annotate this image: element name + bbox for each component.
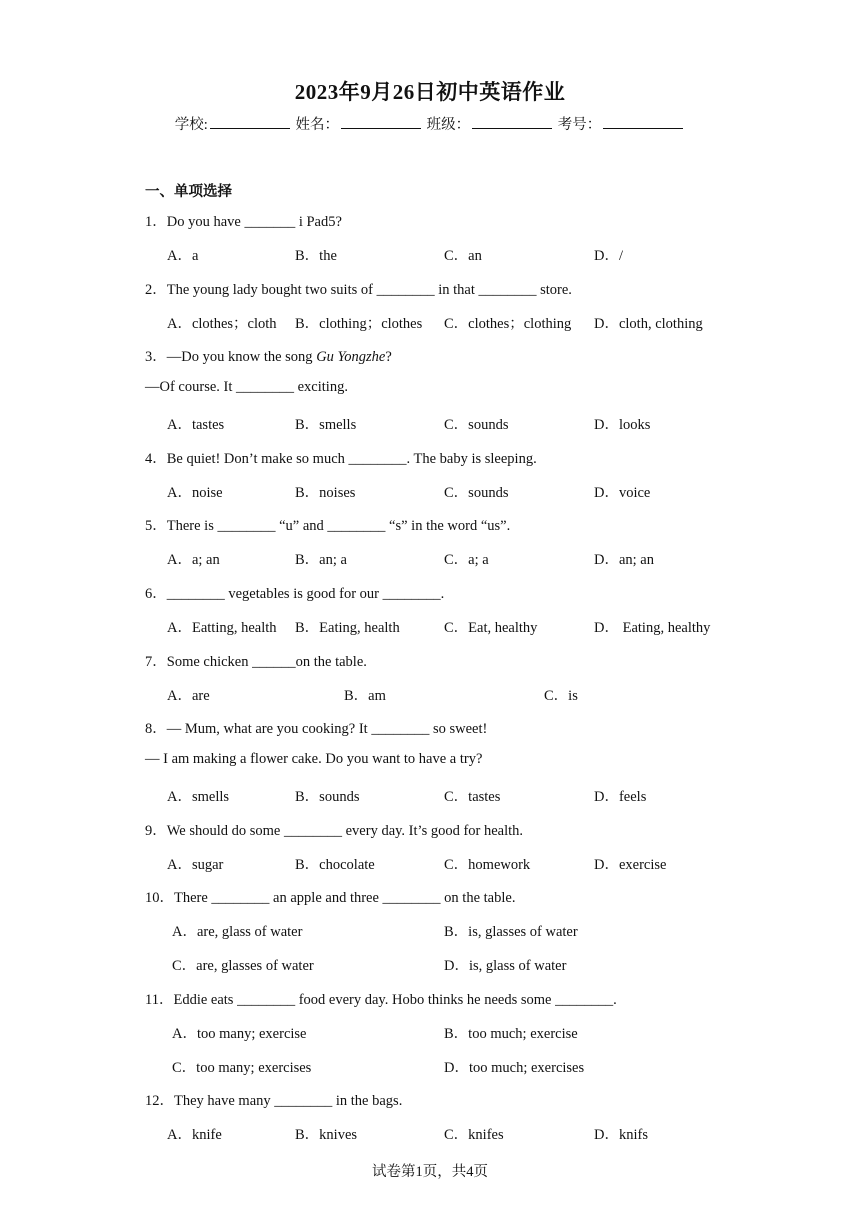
option-c[interactable]: C．tastes [444,789,501,805]
option-a[interactable]: A．a; an [167,552,220,568]
question-7: 7．Some chicken ______on the table. [145,654,367,670]
page-footer: 试卷第1页，共4页 [372,1164,488,1180]
option-d[interactable]: D．feels [594,789,647,805]
option-d[interactable]: D．knifs [594,1127,648,1143]
option-a[interactable]: A．clothes；cloth [167,316,277,332]
question-9: 9．We should do some ________ every day. It’s good for health. [145,823,524,839]
option-b[interactable]: B．too much; exercise [444,1026,578,1042]
class-blank[interactable] [472,114,552,129]
school-blank[interactable] [210,114,290,129]
question-8-reply: — I am making a flower cake. Do you want to have a try? [145,751,483,767]
question-6: 6．________ vegetables is good for our ________. [145,586,445,602]
option-a[interactable]: A．Eatting, health [167,620,277,636]
option-a[interactable]: A．tastes [167,417,225,433]
option-b[interactable]: B．chocolate [295,857,375,873]
question-mark: ? [385,349,392,365]
option-b[interactable]: B．is, glasses of water [444,924,578,940]
song-title: Gu Yongzhe [316,349,386,365]
class-label: 班级： [426,117,471,133]
option-d[interactable]: D．voice [594,485,651,501]
option-b[interactable]: B．smells [295,417,357,433]
option-a[interactable]: A．noise [167,485,223,501]
question-5: 5．There is ________ “u” and ________ “s” in the word “us”. [145,518,511,534]
option-c[interactable]: C．sounds [444,417,509,433]
option-a[interactable]: A．knife [167,1127,222,1143]
name-blank[interactable] [341,114,421,129]
question-12: 12．They have many ________ in the bags. [145,1093,403,1109]
student-info-line [0,113,860,134]
question-4: 4．Be quiet! Don’t make so much ________. The baby is sleeping. [145,451,537,467]
option-c[interactable]: C．an [444,248,482,264]
option-b[interactable]: B．sounds [295,789,360,805]
option-d[interactable]: D．looks [594,417,651,433]
option-d[interactable]: D．exercise [594,857,667,873]
option-c[interactable]: C．knifes [444,1127,504,1143]
question-10: 10．There ________ an apple and three ________ on the table. [145,890,516,906]
option-a[interactable]: A．are, glass of water [172,924,303,940]
option-a[interactable]: A．a [167,248,199,264]
option-d[interactable]: D．is, glass of water [444,958,567,974]
question-2: 2．The young lady bought two suits of ________ in that ________ store. [145,282,572,298]
option-c[interactable]: C．a; a [444,552,489,568]
option-d[interactable]: D．cloth, clothing [594,316,703,332]
option-c[interactable]: C．sounds [444,485,509,501]
question-3-reply: —Of course. It ________ exciting. [145,379,348,395]
name-label: 姓名： [295,117,339,133]
question-8: 8．— Mum, what are you cooking? It ________ so sweet! [145,721,488,737]
option-a[interactable]: A．are [167,688,210,704]
option-b[interactable]: B．the [295,248,337,264]
page-title: 2023年9月26日初中英语作业 [294,80,566,104]
option-b[interactable]: B．Eating, health [295,620,400,636]
exam-no-label: 考号： [557,117,602,133]
question-3 [145,345,392,366]
school-label: 学校: [174,117,208,133]
option-c[interactable]: C．clothes；clothing [444,316,572,332]
question-text: 3．—Do you know the song [145,349,317,365]
option-d[interactable]: D．an; an [594,552,654,568]
option-c[interactable]: C．too many; exercises [172,1060,312,1076]
option-b[interactable]: B．am [344,688,386,704]
option-b[interactable]: B．an; a [295,552,347,568]
question-1: 1．Do you have _______ i Pad5? [145,214,342,230]
option-b[interactable]: B．knives [295,1127,358,1143]
option-c[interactable]: C．is [544,688,578,704]
section-title: 一、单项选择 [145,184,232,200]
option-c[interactable]: C．homework [444,857,531,873]
option-d[interactable]: D． Eating, healthy [594,620,711,636]
option-d[interactable]: D．too much; exercises [444,1060,585,1076]
option-b[interactable]: B．noises [295,485,356,501]
question-11: 11．Eddie eats ________ food every day. Hobo thinks he needs some ________. [145,992,617,1008]
option-a[interactable]: A．sugar [167,857,224,873]
option-d[interactable]: D．/ [594,248,623,264]
exam-no-blank[interactable] [603,114,683,129]
option-c[interactable]: C．are, glasses of water [172,958,314,974]
option-c[interactable]: C．Eat, healthy [444,620,538,636]
option-a[interactable]: A．too many; exercise [172,1026,307,1042]
option-a[interactable]: A．smells [167,789,230,805]
option-b[interactable]: B．clothing；clothes [295,316,423,332]
